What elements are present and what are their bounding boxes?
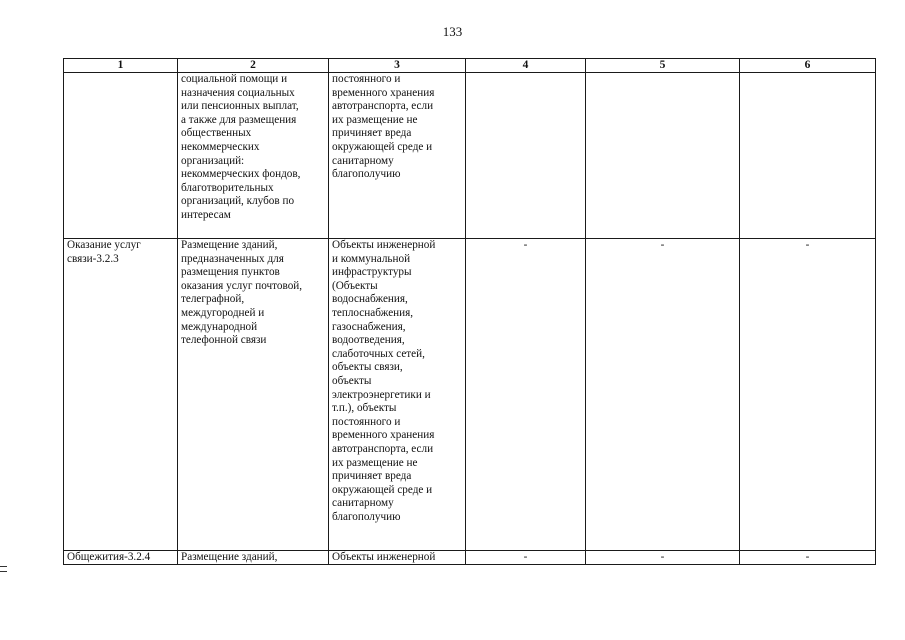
cell-param-6: [740, 73, 876, 239]
cell-use-type: [64, 73, 178, 239]
cell-use-type: Общежития-3.2.4: [64, 551, 178, 565]
cell-param-4: [466, 73, 586, 239]
cell-use-description: социальной помощи и назначения социальных или пенсионных выплат, а также для размещения общественных некоммерческих организаций: некоммерческих фондов, благотворительных организаций, клубов по интересам: [178, 73, 329, 239]
cell-param-4: -: [466, 551, 586, 565]
table-header-row: [64, 59, 876, 73]
table-row: [64, 73, 876, 239]
column-header-5: 5: [586, 59, 740, 73]
column-header-1: 1: [64, 59, 178, 73]
table-row: [64, 239, 876, 551]
cell-param-5: -: [586, 551, 740, 565]
cell-use-description: Размещение зданий,: [178, 551, 329, 565]
cell-param-5: [586, 73, 740, 239]
cell-use-type: Оказание услуг связи-3.2.3: [64, 239, 178, 551]
cell-param-6: -: [740, 551, 876, 565]
cell-param-5: -: [586, 239, 740, 551]
cell-use-description: Размещение зданий, предназначенных для размещения пунктов оказания услуг почтовой, телеграфной, междугородней и международной телефонной связи: [178, 239, 329, 551]
cell-permitted-objects: постоянного и временного хранения автотранспорта, если их размещение не причиняет вреда окружающей среде и санитарному благополучию: [329, 73, 466, 239]
page-number: 133: [442, 24, 463, 39]
column-header-4: 4: [466, 59, 586, 73]
table-row: [64, 551, 876, 565]
cell-param-6: -: [740, 239, 876, 551]
column-header-6: 6: [740, 59, 876, 73]
cell-permitted-objects: Объекты инженерной: [329, 551, 466, 565]
column-header-3: 3: [329, 59, 466, 73]
scan-edge-mark: [0, 566, 7, 572]
land-use-table: [63, 58, 876, 565]
cell-param-4: -: [466, 239, 586, 551]
column-header-2: 2: [178, 59, 329, 73]
cell-permitted-objects: Объекты инженерной и коммунальной инфраструктуры (Объекты водоснабжения, теплоснабжения, газоснабжения, водоотведения, слаботочных сетей, объекты связи, объекты электроэнергетики и т.п.), объекты постоянного и временного хранения автотранспорта, если их размещение не причиняет вреда окружающей среде и санитарному благополучию: [329, 239, 466, 551]
